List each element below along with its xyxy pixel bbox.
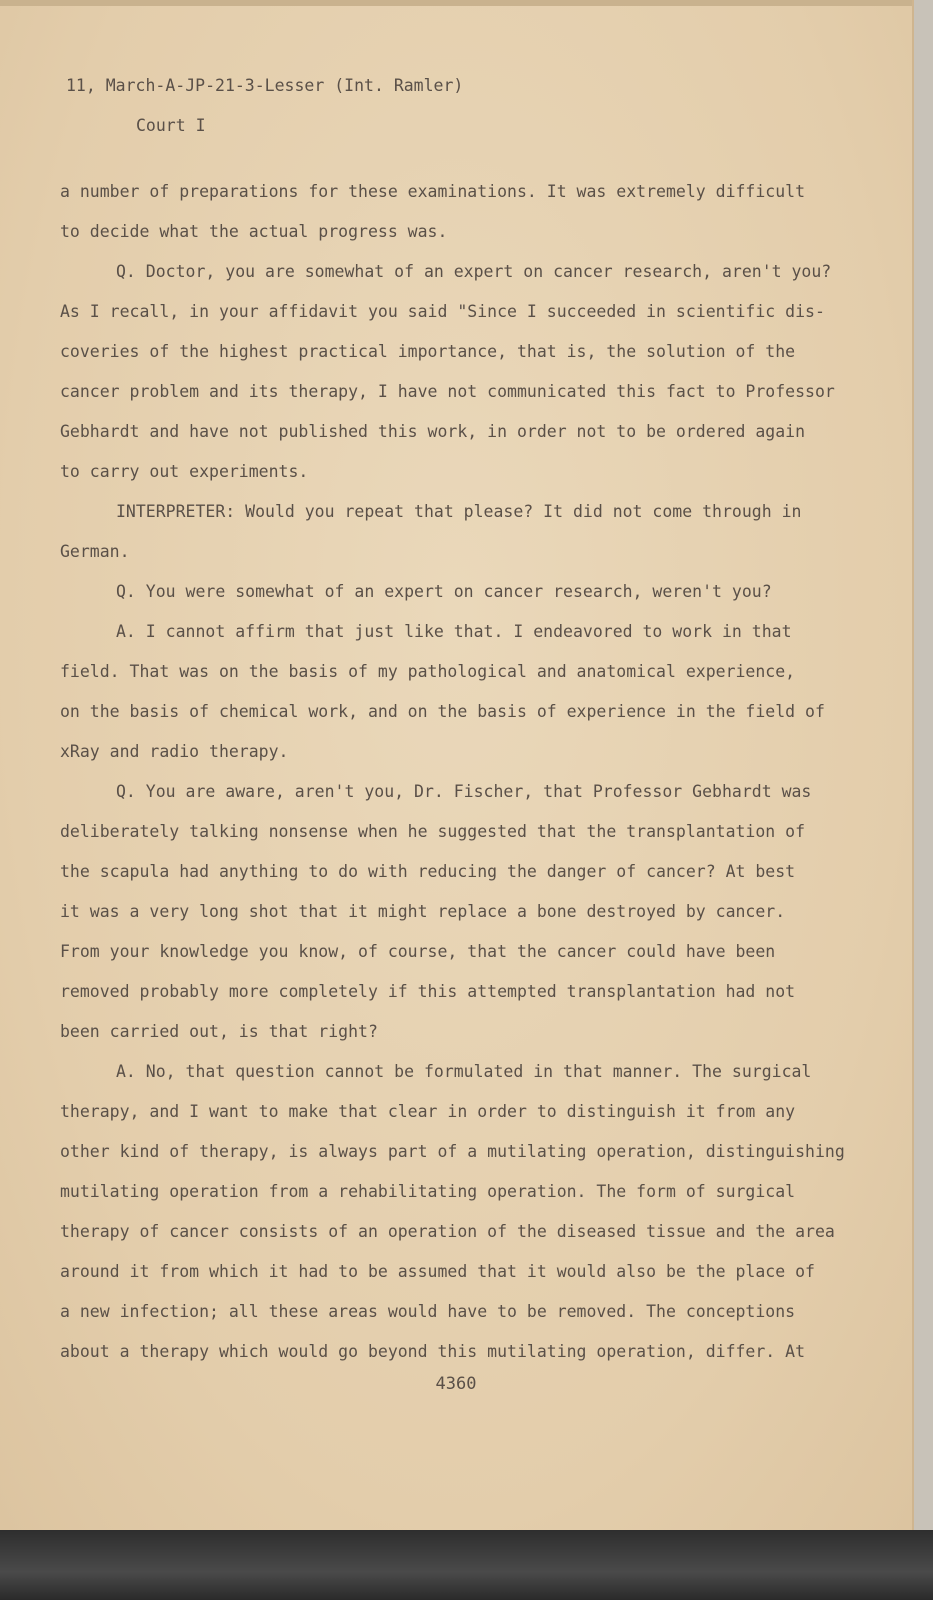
transcript-line: xRay and radio therapy. xyxy=(60,742,289,761)
page-right-edge xyxy=(914,0,933,1530)
transcript-line: From your knowledge you know, of course, that the cancer could have been xyxy=(60,942,776,961)
transcript-line: Q. You were somewhat of an expert on cancer research, weren't you? xyxy=(116,582,772,601)
court-label: Court I xyxy=(136,116,206,135)
transcript-line: on the basis of chemical work, and on the basis of experience in the field of xyxy=(60,702,825,721)
transcript-line: other kind of therapy, is always part of a mutilating operation, distinguishing xyxy=(60,1142,845,1161)
transcript-line: therapy of cancer consists of an operation of the diseased tissue and the area xyxy=(60,1222,835,1241)
transcript-line: cancer problem and its therapy, I have not communicated this fact to Professor xyxy=(60,382,835,401)
transcript-line: a new infection; all these areas would have to be removed. The conceptions xyxy=(60,1302,796,1321)
transcript-line: As I recall, in your affidavit you said "Since I succeeded in scientific dis- xyxy=(60,302,825,321)
page-top-edge xyxy=(0,0,912,6)
transcript-line: mutilating operation from a rehabilitating operation. The form of surgical xyxy=(60,1182,796,1201)
transcript-line: it was a very long shot that it might replace a bone destroyed by cancer. xyxy=(60,902,786,921)
transcript-line: around it from which it had to be assumed that it would also be the place of xyxy=(60,1262,815,1281)
transcript-line: a number of preparations for these examinations. It was extremely difficult xyxy=(60,182,806,201)
transcript-line: been carried out, is that right? xyxy=(60,1022,378,1041)
transcript-line: Q. You are aware, aren't you, Dr. Fischer, that Professor Gebhardt was xyxy=(116,782,812,801)
page-number: 4360 xyxy=(435,1374,477,1394)
transcript-line: removed probably more completely if this attempted transplantation had not xyxy=(60,982,796,1001)
transcript-line: Q. Doctor, you are somewhat of an expert on cancer research, aren't you? xyxy=(116,262,832,281)
transcript-line: the scapula had anything to do with reducing the danger of cancer? At best xyxy=(60,862,796,881)
transcript-line: German. xyxy=(60,542,130,561)
transcript-line: INTERPRETER: Would you repeat that please? It did not come through in xyxy=(116,502,802,521)
document-reference: 11, March-A-JP-21-3-Lesser (Int. Ramler) xyxy=(66,76,464,95)
transcript-line: coveries of the highest practical importance, that is, the solution of the xyxy=(60,342,796,361)
transcript-line: therapy, and I want to make that clear in order to distinguish it from any xyxy=(60,1102,796,1121)
transcript-body xyxy=(60,172,850,1372)
transcript-line: to decide what the actual progress was. xyxy=(60,222,448,241)
transcript-line: to carry out experiments. xyxy=(60,462,309,481)
transcript-line: A. No, that question cannot be formulated in that manner. The surgical xyxy=(116,1062,812,1081)
transcript-line: about a therapy which would go beyond this mutilating operation, differ. At xyxy=(60,1342,806,1361)
transcript-line: deliberately talking nonsense when he suggested that the transplantation of xyxy=(60,822,806,841)
transcript-line: Gebhardt and have not published this work, in order not to be ordered again xyxy=(60,422,806,441)
transcript-line: field. That was on the basis of my pathological and anatomical experience, xyxy=(60,662,796,681)
transcript-line: A. I cannot affirm that just like that. I endeavored to work in that xyxy=(116,622,792,641)
scan-bottom-border xyxy=(0,1530,933,1600)
